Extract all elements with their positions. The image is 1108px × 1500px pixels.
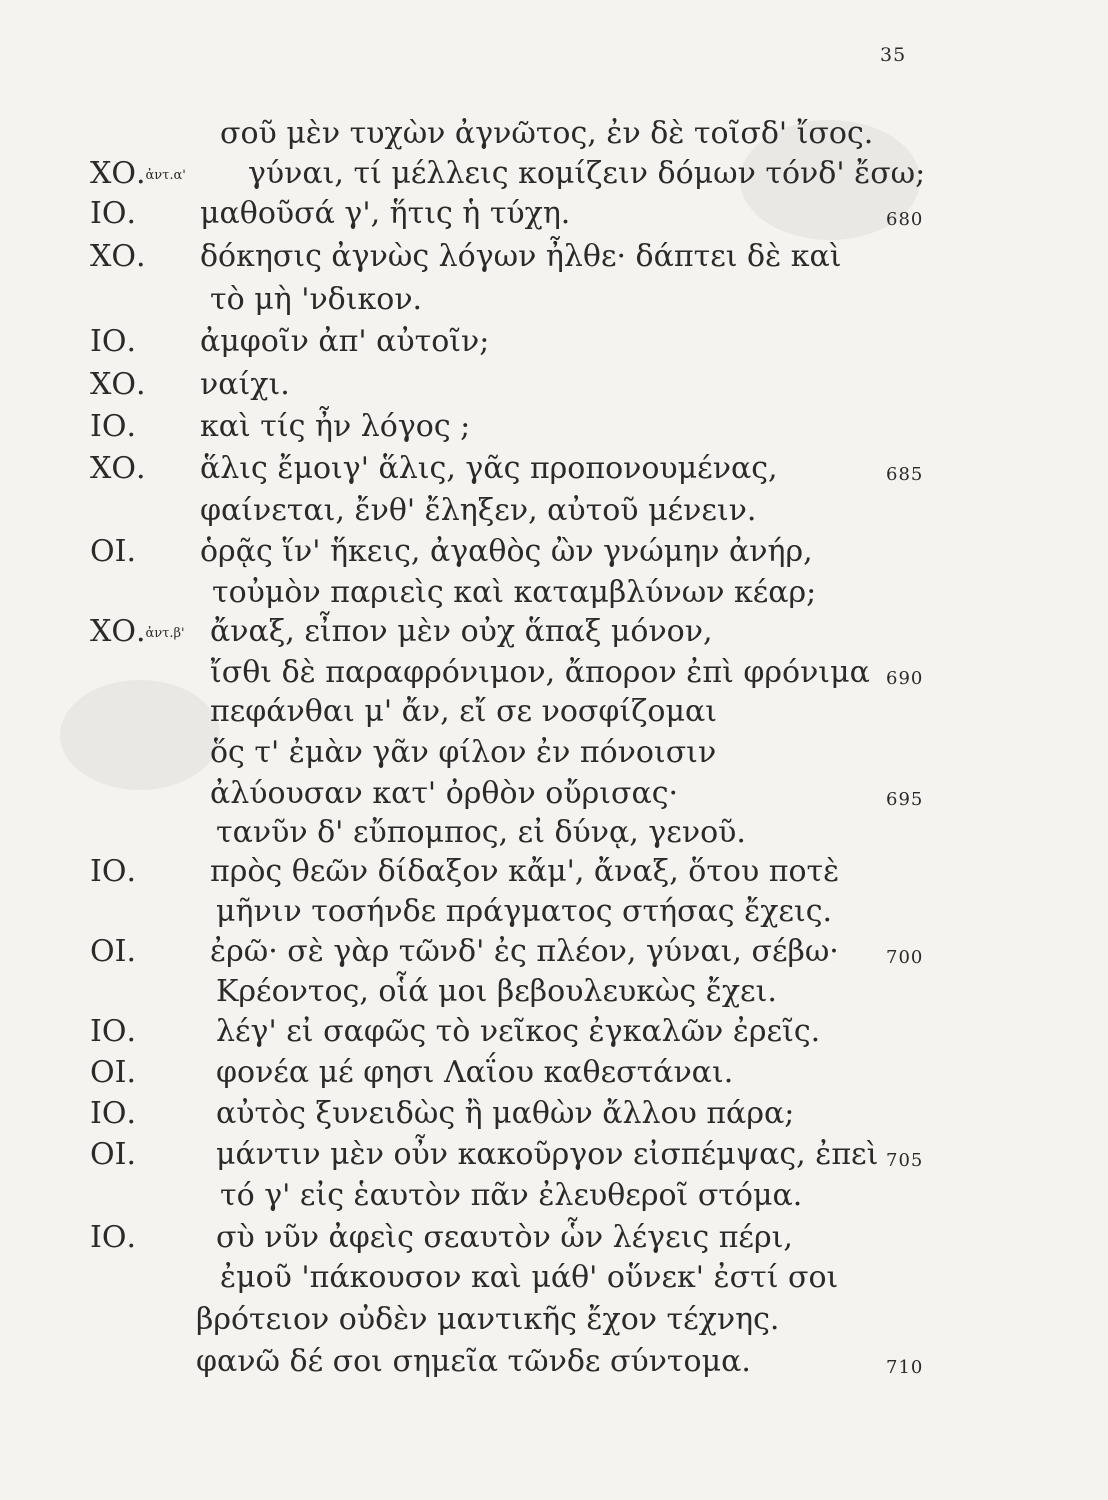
verse-line	[0, 1135, 1108, 1175]
verse-text: ἐρῶ· σὲ γὰρ τῶνδ' ἐς πλέον, γύναι, σέβω·	[210, 934, 839, 969]
speaker-label: ΟΙ.	[90, 534, 136, 569]
verse-line	[0, 1342, 1108, 1382]
verse-text: πρὸς θεῶν δίδαξον κἄμ', ἄναξ, ὅτου ποτὲ	[210, 854, 840, 889]
verse-text: ἀμφοῖν ἀπ' αὐτοῖν;	[200, 324, 490, 359]
verse-line	[0, 612, 1108, 652]
page-number: 35	[880, 44, 907, 66]
speaker-label: ΙΟ.	[90, 1014, 136, 1049]
speaker-label: ΙΟ.	[90, 1096, 136, 1131]
verse-line	[0, 1176, 1108, 1216]
verse-line	[0, 1094, 1108, 1134]
speaker-label: ΧΟ.	[90, 367, 146, 402]
strophe-marker: ἀντ.α'	[145, 168, 186, 183]
verse-text: τανῦν δ' εὔπομπος, εἰ δύνᾳ, γενοῦ.	[216, 815, 746, 850]
speaker-label: ΟΙ.	[90, 934, 136, 969]
verse-line	[0, 1218, 1108, 1258]
line-number: 695	[886, 789, 924, 810]
line-number: 690	[886, 668, 924, 689]
verse-text: ναίχι.	[200, 367, 290, 402]
speaker-label: ΧΟ.	[90, 239, 146, 274]
verse-text: μάντιν μὲν οὖν κακοῦργον εἰσπέμψας, ἐπεὶ	[216, 1137, 879, 1172]
speaker-label: ΙΟ.	[90, 854, 136, 889]
verse-text: τὸ μὴ 'νδικον.	[210, 282, 423, 317]
verse-text: γύναι, τί μέλλεις κομίζειν δόμων τόνδ' ἔσω;	[248, 156, 926, 191]
verse-text: βρότειον οὐδὲν μαντικῆς ἔχον τέχνης.	[196, 1302, 780, 1337]
verse-line	[0, 932, 1108, 972]
verse-line	[0, 653, 1108, 693]
speaker-label: ΙΟ.	[90, 409, 136, 444]
verse-text: πεφάνθαι μ' ἄν, εἴ σε νοσφίζομαι	[210, 694, 718, 729]
verse-text: φανῶ δέ σοι σημεῖα τῶνδε σύντομα.	[196, 1344, 751, 1379]
verse-line	[0, 852, 1108, 892]
verse-text: δόκησις ἀγνὼς λόγων ἦλθε· δάπτει δὲ καὶ	[200, 239, 842, 274]
verse-text: αὐτὸς ξυνειδὼς ἢ μαθὼν ἄλλου πάρα;	[216, 1096, 795, 1131]
line-number: 680	[886, 209, 924, 230]
verse-text: μῆνιν τοσήνδε πράγματος στήσας ἔχεις.	[216, 894, 833, 929]
verse-line	[0, 813, 1108, 853]
verse-line	[0, 280, 1108, 320]
verse-text: φαίνεται, ἔνθ' ἔληξεν, αὐτοῦ μένειν.	[200, 493, 757, 528]
line-number: 705	[886, 1150, 924, 1171]
verse-text: λέγ' εἰ σαφῶς τὸ νεῖκος ἐγκαλῶν ἐρεῖς.	[216, 1014, 821, 1049]
verse-text: μαθοῦσά γ', ἥτις ἡ τύχη.	[200, 196, 571, 231]
verse-text: ἅλις ἔμοιγ' ἅλις, γᾶς προπονουμένας,	[200, 451, 778, 486]
verse-line	[0, 692, 1108, 732]
verse-text: σοῦ μὲν τυχὼν ἀγνῶτος, ἐν δὲ τοῖσδ' ἴσος.	[220, 116, 874, 151]
verse-text: Κρέοντος, οἷά μοι βεβουλευκὼς ἔχει.	[216, 974, 777, 1009]
line-number: 710	[886, 1357, 924, 1378]
line-number: 685	[886, 464, 924, 485]
verse-line	[0, 237, 1108, 277]
verse-text: καὶ τίς ἦν λόγος ;	[200, 409, 471, 444]
verse-line	[0, 532, 1108, 572]
verse-line	[0, 1300, 1108, 1340]
speaker-label: ΟΙ.	[90, 1055, 136, 1090]
verse-text: φονέα μέ φησι Λαΐου καθεστάναι.	[216, 1055, 734, 1090]
verse-line	[0, 154, 1108, 194]
verse-line	[0, 365, 1108, 405]
verse-line	[0, 407, 1108, 447]
verse-text: τοὐμὸν παριεὶς καὶ καταμβλύνων κέαρ;	[212, 575, 817, 610]
strophe-marker: ἀντ.β'	[145, 626, 185, 641]
verse-line	[0, 1258, 1108, 1298]
verse-text: ἴσθι δὲ παραφρόνιμον, ἄπορον ἐπὶ φρόνιμα	[210, 655, 870, 690]
verse-line	[0, 774, 1108, 814]
verse-line	[0, 322, 1108, 362]
verse-line	[0, 491, 1108, 531]
verse-text: ὅς τ' ἐμὰν γᾶν φίλον ἐν πόνοισιν	[210, 735, 717, 770]
verse-line	[0, 972, 1108, 1012]
verse-line	[0, 733, 1108, 773]
verse-line	[0, 1012, 1108, 1052]
speaker-label: ΙΟ.	[90, 324, 136, 359]
speaker-label: ΟΙ.	[90, 1137, 136, 1172]
verse-text: τό γ' εἰς ἑαυτὸν πᾶν ἐλευθεροῖ στόμα.	[220, 1178, 803, 1213]
verse-line	[0, 449, 1108, 489]
speaker-label: ΧΟ.ἀντ.β'	[90, 614, 185, 649]
verse-line	[0, 194, 1108, 234]
verse-text: σὺ νῦν ἀφεὶς σεαυτὸν ὧν λέγεις πέρι,	[216, 1220, 793, 1255]
verse-line	[0, 573, 1108, 613]
verse-text: ἀλύουσαν κατ' ὀρθὸν οὔρισας·	[210, 776, 679, 811]
speaker-label: ΙΟ.	[90, 1220, 136, 1255]
verse-line	[0, 892, 1108, 932]
line-number: 700	[886, 947, 924, 968]
verse-line	[0, 114, 1108, 154]
verse-text: ἄναξ, εἶπον μὲν οὐχ ἅπαξ μόνον,	[210, 614, 713, 649]
verse-text: ὁρᾷς ἵν' ἥκεις, ἀγαθὸς ὢν γνώμην ἀνήρ,	[200, 534, 813, 569]
verse-line	[0, 1053, 1108, 1093]
speaker-label: ΧΟ.ἀντ.α'	[90, 156, 186, 191]
speaker-label: ΙΟ.	[90, 196, 136, 231]
verse-text: ἐμοῦ 'πάκουσον καὶ μάθ' οὕνεκ' ἐστί σοι	[220, 1260, 839, 1295]
speaker-label: ΧΟ.	[90, 451, 146, 486]
